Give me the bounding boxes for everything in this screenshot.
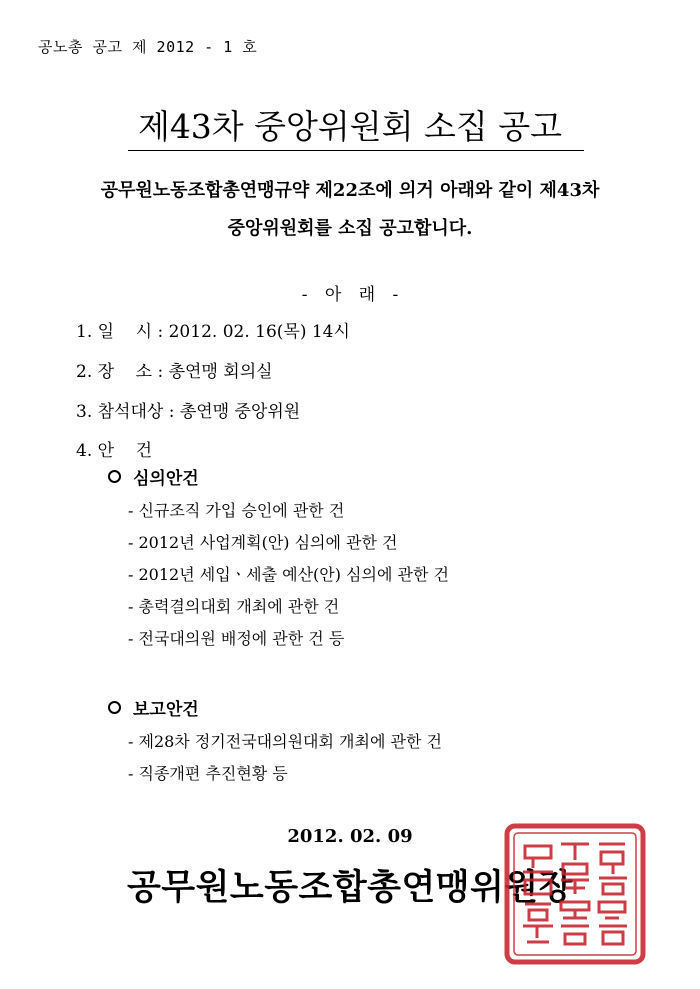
report-heading-label: 보고안건 xyxy=(133,700,199,720)
list-item: - 2012년 세입ㆍ세출 예산(안) 심의에 관한 건 xyxy=(128,565,449,584)
list-item: - 직종개편 추진현황 등 xyxy=(128,764,288,783)
intro-paragraph xyxy=(30,172,670,248)
list-item: - 신규조직 가입 승인에 관한 건 xyxy=(128,501,345,520)
official-seal-icon xyxy=(503,822,647,966)
list-item: - 2012년 사업계획(안) 심의에 관한 건 xyxy=(128,533,398,552)
deliberation-heading xyxy=(108,464,199,489)
page-title: 제43차 중앙위원회 소집 공고 xyxy=(137,107,563,146)
item-place: 2. 장 소 : 총연맹 회의실 xyxy=(76,362,273,382)
circle-bullet-icon xyxy=(108,701,121,714)
intro-line-1: 공무원노동조합총연맹규약 제22조에 의거 아래와 같이 제43차 xyxy=(100,180,600,201)
document-number: 공노총 공고 제 2012 - 1 호 xyxy=(38,38,258,56)
list-item: - 총력결의대회 개최에 관한 건 xyxy=(128,597,340,616)
list-item: - 전국대의원 배정에 관한 건 등 xyxy=(128,629,345,648)
list-item: - 제28차 정기전국대의원대회 개최에 관한 건 xyxy=(128,732,442,751)
item-date-time: 1. 일 시 : 2012. 02. 16(목) 14시 xyxy=(76,322,350,342)
deliberation-heading-label: 심의안건 xyxy=(133,469,199,489)
intro-line-2: 중앙위원회를 소집 공고합니다. xyxy=(227,218,473,239)
item-agenda: 4. 안 건 xyxy=(76,441,153,461)
circle-bullet-icon xyxy=(108,470,121,483)
section-divider-label: - 아 래 - xyxy=(301,285,399,305)
issue-date: 2012. 02. 09 xyxy=(287,826,413,847)
report-heading xyxy=(108,695,199,720)
signer-name: 공무원노동조합총연맹위원장 xyxy=(126,868,574,908)
title-underline xyxy=(128,150,584,151)
item-attendees: 3. 참석대상 : 총연맹 중앙위원 xyxy=(76,402,301,422)
